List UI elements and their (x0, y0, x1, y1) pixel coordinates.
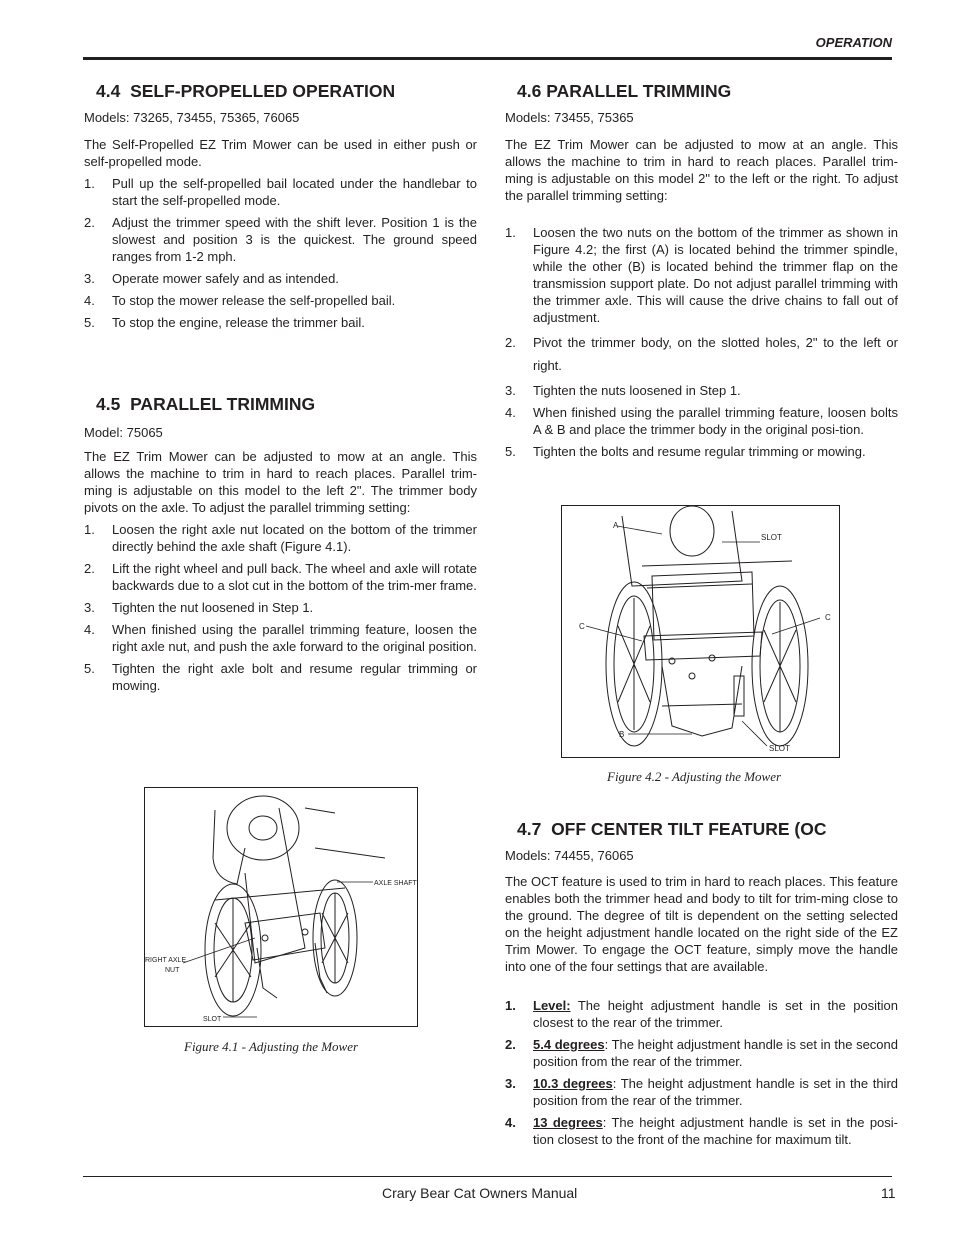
figure-4-1 (144, 787, 418, 1027)
heading-4-5 (84, 394, 315, 415)
label-slot: SLOT (203, 1016, 222, 1023)
label-nut: NUT (165, 967, 180, 974)
figure-4-2-caption: Figure 4.2 - Adjusting the Mower (607, 769, 782, 784)
label-a: A (613, 521, 619, 530)
list-item: 1. Loosen the two nuts on the bottom of the trimmer as shown in Figure 4.2; the first (A) is located behind the trimmer spindle, while the other (B) is located behind the trimmer flap on the transmission support plate. Do not adjust parallel trimming with the trimmer axle. This will cause the drive chains to fall out of adjustment. (505, 225, 898, 325)
steps-4-7 (505, 997, 898, 1153)
label-right-axle: RIGHT AXLE (145, 957, 187, 964)
heading-number: 4.6 (517, 81, 542, 101)
heading-title: PARALLEL TRIMMING (130, 394, 316, 414)
heading-number: 4.7 (517, 819, 542, 839)
heading-title: SELF-PROPELLED OPERATION (130, 81, 396, 101)
page-number: 11 (881, 1185, 896, 1201)
label-axle-shaft: AXLE SHAFT (374, 880, 417, 887)
list-item: 5. To stop the engine, release the trimmer bail. (84, 315, 365, 330)
intro-4-5: The EZ Trim Mower can be adjusted to mow at an angle. This allows the machine to trim in hard to reach places. Parallel trim-ming is adjustable on this model to the left 2". The trimmer body pivots on the axle. To adjust the parallel trimming setting: (84, 449, 477, 515)
mower-front-illustration (562, 506, 839, 757)
label-c-left: C (579, 622, 585, 631)
list-item: 4. 13 degrees: The height adjustment handle is set in the posi-tion closest to the front of the machine for maximum tilt. (505, 1115, 898, 1147)
list-item: 5. Tighten the right axle bolt and resume regular trimming or mowing. (84, 661, 477, 693)
heading-number: 4.4 (96, 81, 121, 101)
list-item: 1. Pull up the self-propelled bail located under the handlebar to start the self-propelled mode. (84, 176, 477, 208)
heading-title: PARALLEL TRIMMING (546, 81, 732, 101)
models-4-4: Models: 73265, 73455, 75365, 76065 (84, 110, 300, 125)
models-4-5: Model: 75065 (84, 425, 163, 440)
list-item: 3. Tighten the nuts loosened in Step 1. (505, 383, 741, 398)
heading-4-6 (505, 81, 731, 102)
heading-number: 4.5 (96, 394, 121, 414)
label-b: B (619, 730, 625, 739)
list-item: 4. To stop the mower release the self-propelled bail. (84, 293, 396, 308)
label-slot-top: SLOT (761, 533, 782, 542)
list-item: 3. Tighten the nut loosened in Step 1. (84, 600, 314, 615)
list-item: 2. 5.4 degrees: The height adjustment handle is set in the second position from the rear of the trimmer. (505, 1037, 898, 1069)
list-item: 3. 10.3 degrees: The height adjustment handle is set in the third position from the rear of the trimmer. (505, 1076, 898, 1108)
list-item: 2. Pivot the trimmer body, on the slotted holes, 2" to the left or right. (505, 335, 898, 373)
list-item: 4. When finished using the parallel trimming feature, loosen the right axle nut, and push the axle forward to the original position. (84, 622, 477, 654)
footer-rule (83, 1176, 892, 1177)
section-header: OPERATION (815, 35, 892, 50)
models-4-7: Models: 74455, 76065 (505, 848, 634, 863)
list-item: 1. Level: The height adjustment handle is set in the position closest to the rear of the trimmer. (505, 998, 898, 1030)
label-c-right: C (825, 613, 831, 622)
heading-title: OFF CENTER TILT FEATURE (OC (551, 819, 827, 839)
list-item: 1. Loosen the right axle nut located on the bottom of the trimmer directly behind the axle shaft (Figure 4.1). (84, 522, 477, 554)
steps-4-5 (84, 521, 477, 699)
header-rule (83, 57, 892, 60)
list-item: 4. When finished using the parallel trimming feature, loosen bolts A & B and place the trimmer body in the original posi-tion. (505, 405, 898, 437)
label-slot-bottom: SLOT (769, 744, 790, 753)
list-item: 5. Tighten the bolts and resume regular trimming or mowing. (505, 444, 866, 459)
figure-4-1-caption: Figure 4.1 - Adjusting the Mower (184, 1039, 359, 1054)
heading-4-4 (84, 81, 395, 102)
models-4-6: Models: 73455, 75365 (505, 110, 634, 125)
list-item: 3. Operate mower safely and as intended. (84, 271, 339, 286)
heading-4-7 (505, 819, 827, 840)
steps-4-6 (505, 224, 898, 465)
intro-4-4: The Self-Propelled EZ Trim Mower can be used in either push or self-propelled mode. (84, 137, 477, 169)
intro-4-7: The OCT feature is used to trim in hard to reach places. This feature enables both the trimmer head and body to tilt for trim-ming close to the ground. The degree of tilt is dependent on the setting selected on the height adjustment handle located on the right side of the EZ Trim Mower. To engage the OCT feature, simply move the handle into one of the four settings that are available. (505, 874, 898, 974)
figure-4-2 (561, 505, 840, 758)
list-item: 2. Adjust the trimmer speed with the shift lever. Position 1 is the slowest and position 3 is the quickest. The ground speed ranges from 1-2 mph. (84, 215, 477, 264)
intro-4-6: The EZ Trim Mower can be adjusted to mow at an angle. This allows the machine to trim in hard to reach places. Parallel trim-ming is adjustable on this model 2" to the left or the right. To adjust the parallel trimming setting: (505, 137, 898, 203)
footer-title: Crary Bear Cat Owners Manual (382, 1185, 578, 1201)
steps-4-4 (84, 175, 477, 336)
list-item: 2. Lift the right wheel and pull back. The wheel and axle will rotate backwards due to a slot cut in the bottom of the trim-mer frame. (84, 561, 477, 593)
mower-side-illustration (145, 788, 417, 1026)
